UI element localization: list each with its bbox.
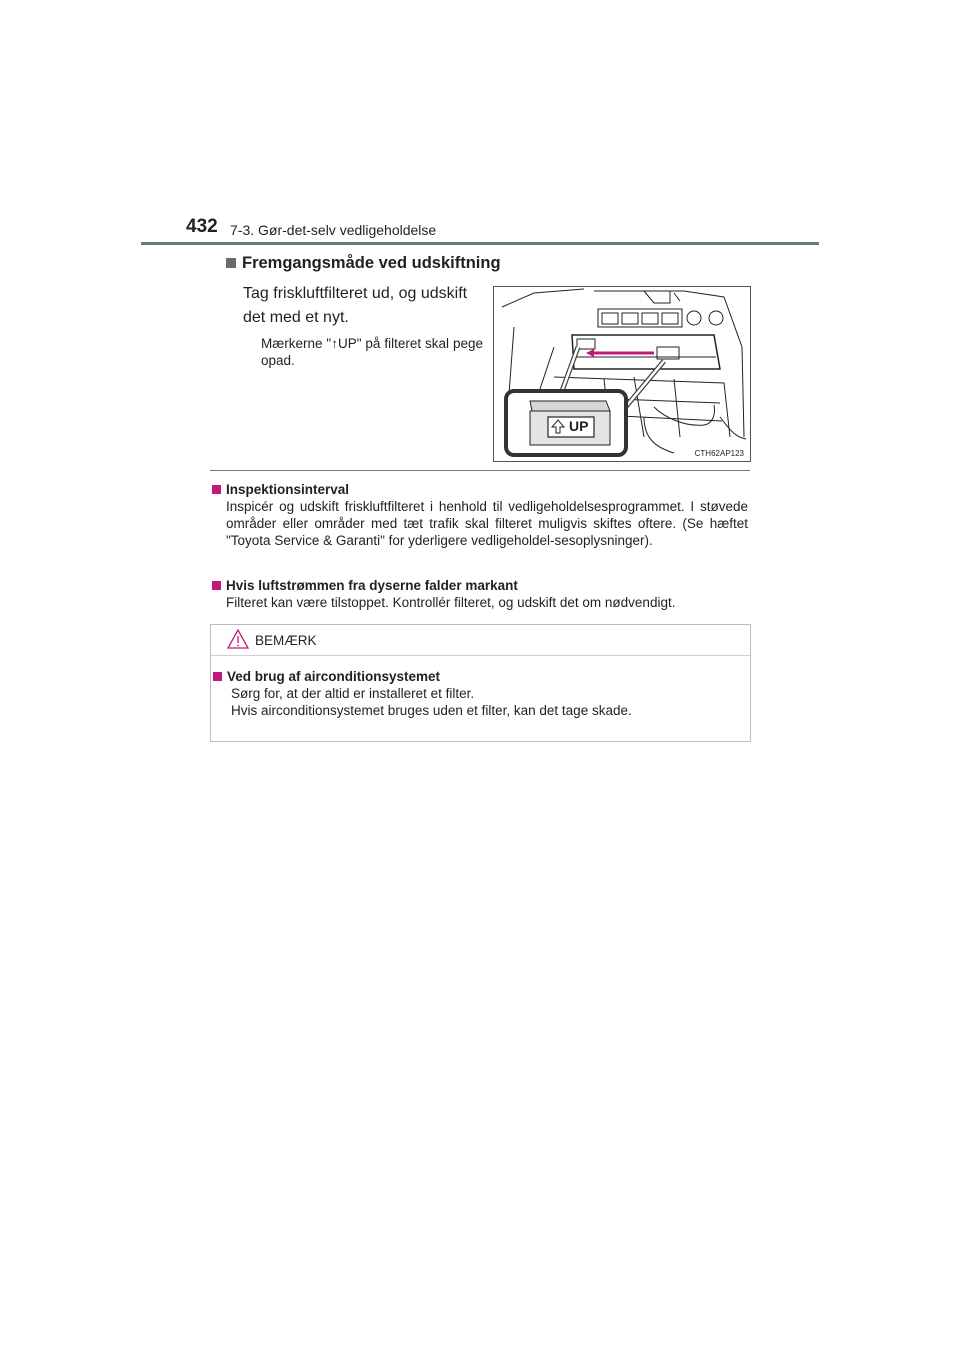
notice-line: Hvis airconditionsystemet bruges uden et filter, kan det tage skade. [231,703,632,718]
up-label: UP [569,418,589,434]
info-text: Filteret kan være tilstoppet. Kontrollér filteret, og udskift det om nødvendigt. [226,595,676,610]
notice-line: Sørg for, at der altid er installeret et filter. [231,686,475,701]
header-divider [141,242,819,245]
notice-label: BEMÆRK [255,633,317,648]
procedure-heading [226,254,501,273]
warning-triangle-icon [227,629,249,649]
info-item [212,482,748,549]
section-divider [210,470,750,471]
notice-content [213,669,743,719]
notice-box [210,624,751,742]
info-heading [212,482,748,497]
bullet-square-icon [226,258,236,268]
procedure-step: Tag friskluftfilteret ud, og udskift det med et nyt. [243,285,468,326]
info-heading [212,578,748,593]
section-title: 7-3. Gør-det-selv vedligeholdelse [230,222,437,238]
filter-installation-drawing [494,287,750,461]
page-number: 432 [186,216,218,237]
info-item [212,578,748,611]
bullet-square-icon [212,485,221,494]
figure-code: CTH62AP123 [694,449,744,458]
info-text: Inspicér og udskift friskluftfilteret i henhold til vedligeholdelsesprogrammet. I støvede områder eller områder med tæt trafik skal filteret muligvis skiftes oftere. (Se hæftet "Toyota Service & Garanti" for yderligere vedligeholdel-sesoplysninger). [226,499,748,548]
procedure-heading-text: Fremgangsmåde ved udskiftning [242,254,501,272]
procedure-note: Mærkerne "↑UP" på filteret skal pege opad. [261,336,483,368]
bullet-square-icon [212,581,221,590]
notice-heading-text: Ved brug af airconditionsystemet [227,669,441,684]
notice-divider [211,655,750,656]
notice-heading [213,669,743,684]
info-heading-text: Hvis luftstrømmen fra dyserne falder markant [226,578,518,593]
bullet-square-icon [213,672,222,681]
info-heading-text: Inspektionsinterval [226,482,350,497]
cabin-filter-illustration [493,286,751,462]
